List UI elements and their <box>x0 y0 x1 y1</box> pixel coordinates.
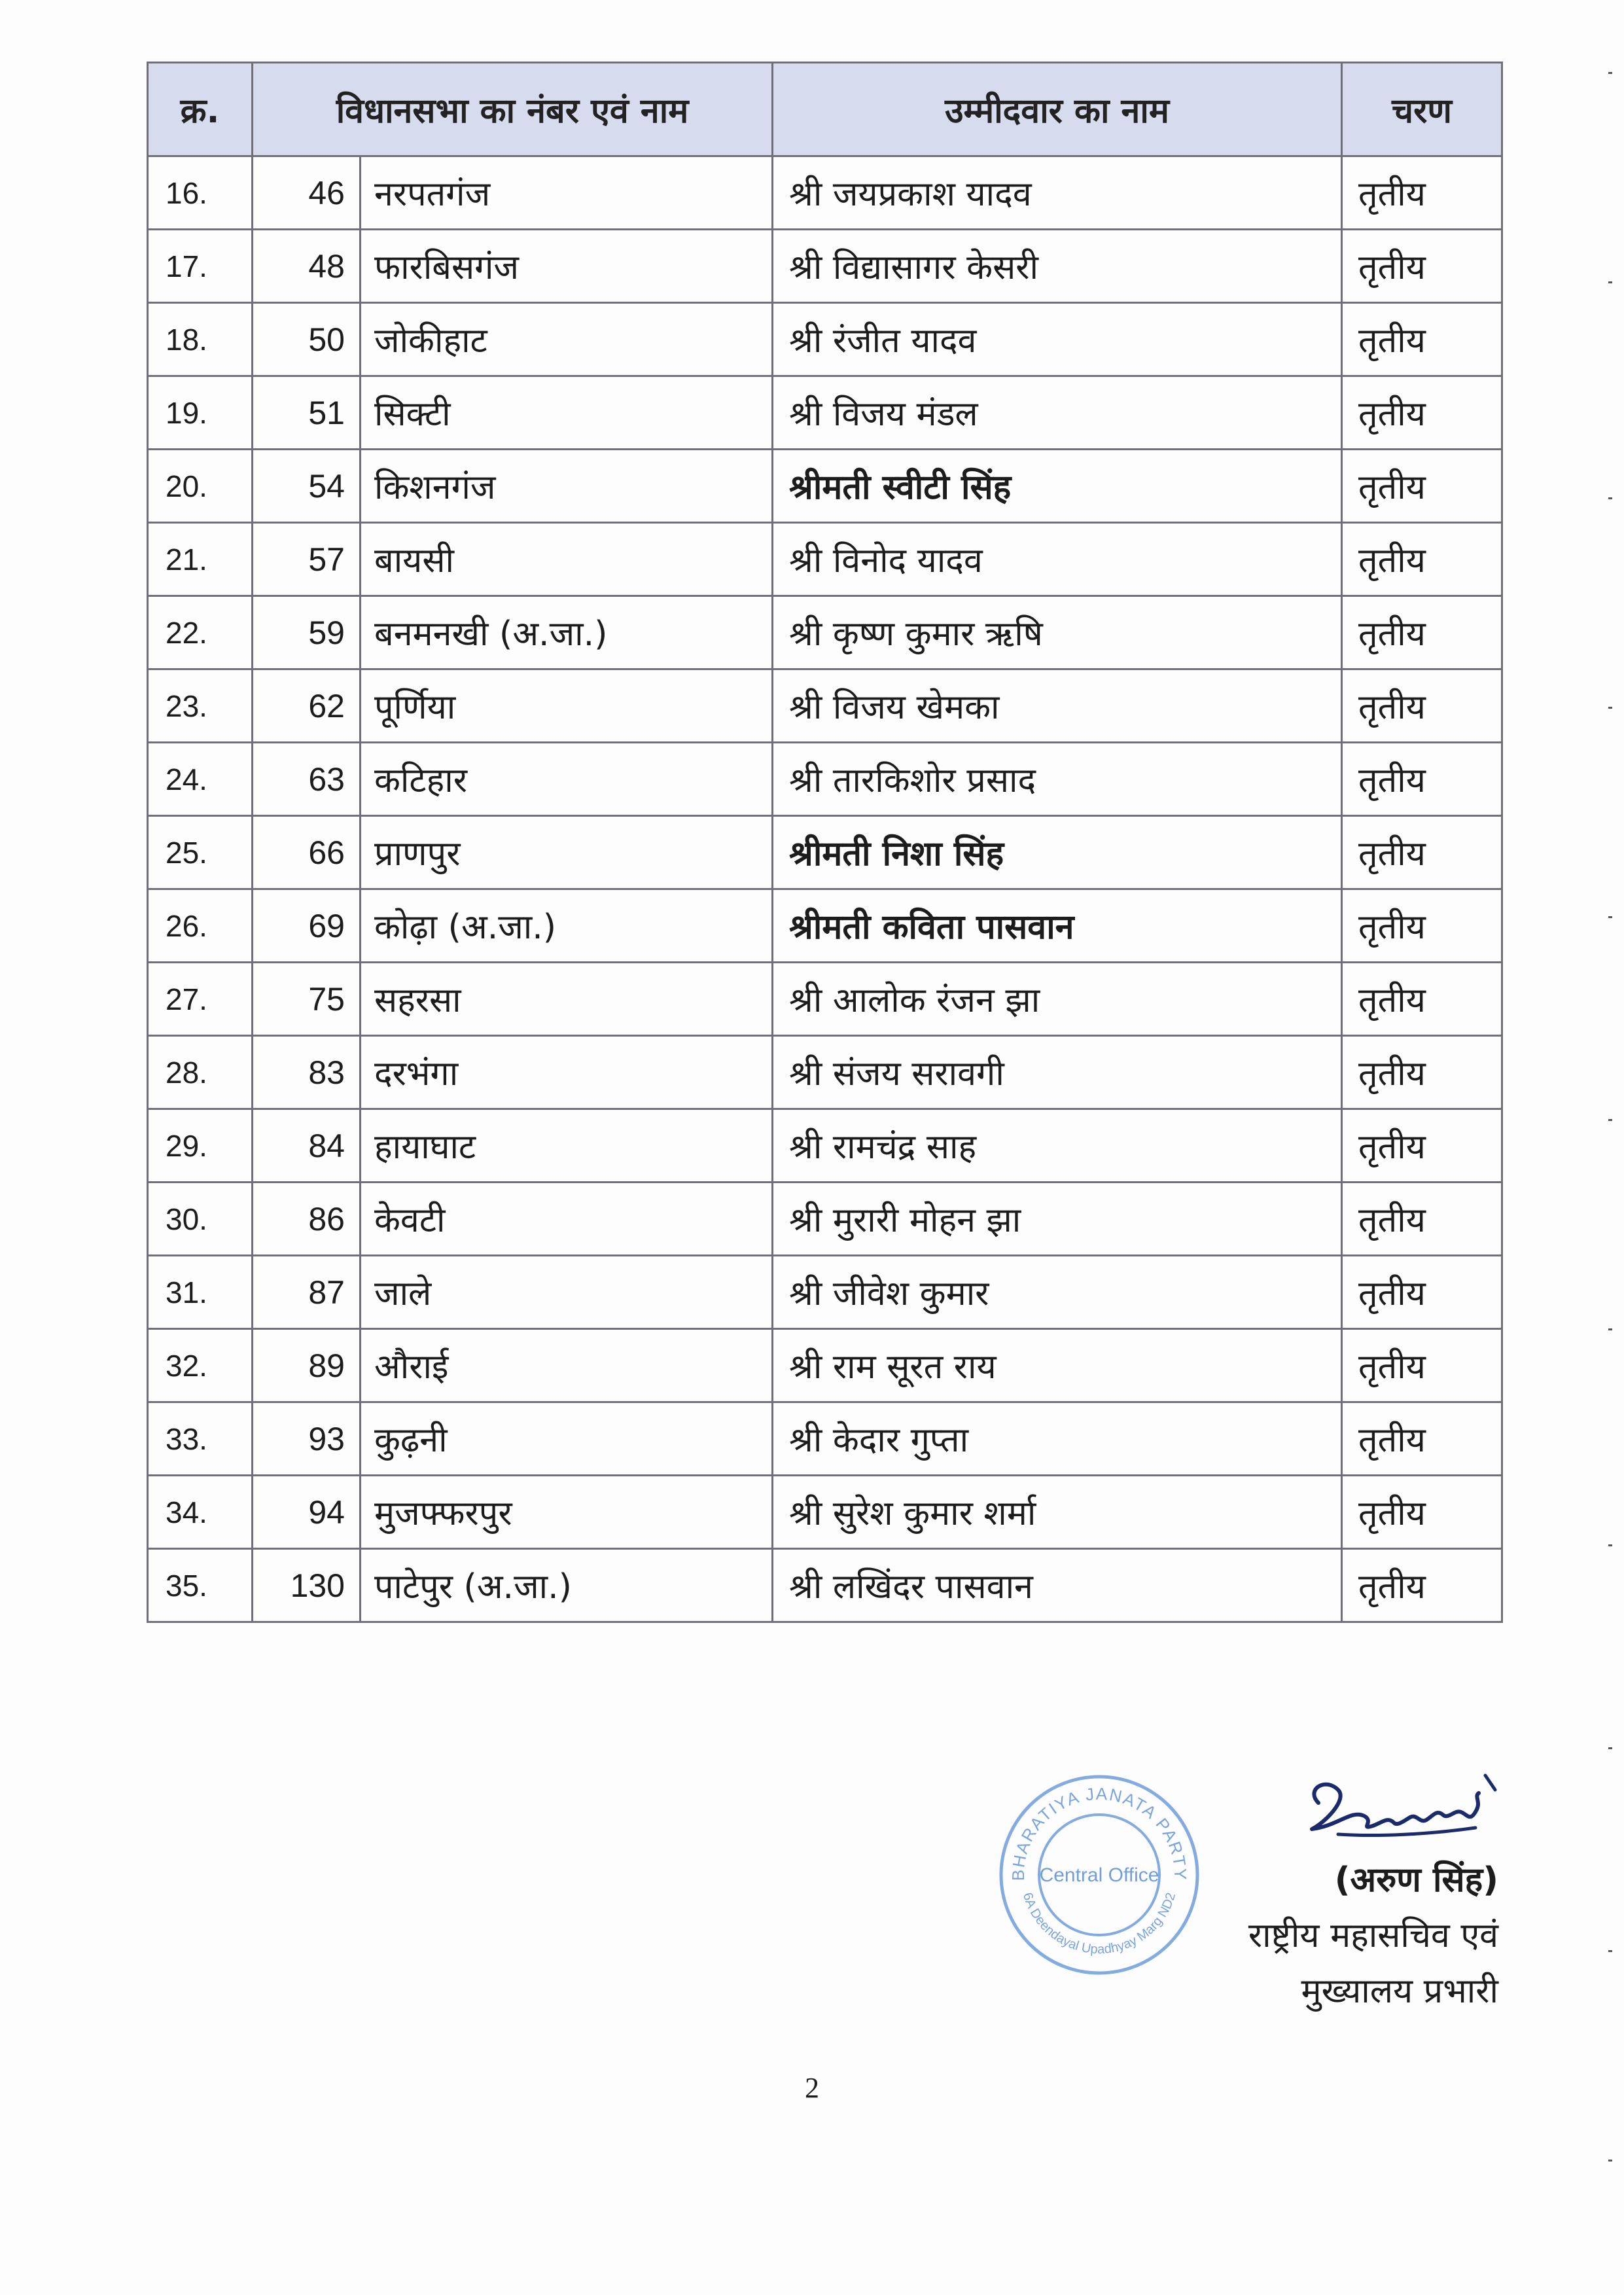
table-row <box>148 743 1502 816</box>
margin-mark <box>1608 916 1612 918</box>
phase: तृतीय <box>1342 1329 1502 1402</box>
constituency-number: 62 <box>253 669 361 743</box>
header-constituency: विधानसभा का नंबर एवं नाम <box>253 63 773 156</box>
table-row <box>148 816 1502 889</box>
table-header <box>148 63 1502 156</box>
constituency-name: बनमनखी (अ.जा.) <box>361 596 773 669</box>
constituency-name: प्राणपुर <box>361 816 773 889</box>
constituency-name: कुढ़नी <box>361 1402 773 1476</box>
margin-mark <box>1608 1747 1612 1749</box>
signature <box>1299 1764 1515 1855</box>
candidate-name: श्री मुरारी मोहन झा <box>773 1183 1342 1256</box>
margin-mark <box>1608 1544 1612 1546</box>
candidate-name: श्री सुरेश कुमार शर्मा <box>773 1476 1342 1549</box>
constituency-number: 130 <box>253 1549 361 1622</box>
constituency-name: पाटेपुर (अ.जा.) <box>361 1549 773 1622</box>
row-serial: 17. <box>148 230 253 303</box>
phase: तृतीय <box>1342 450 1502 523</box>
row-serial: 19. <box>148 376 253 450</box>
candidate-name: श्री रामचंद्र साह <box>773 1109 1342 1183</box>
phase: तृतीय <box>1342 303 1502 376</box>
party-stamp <box>995 1770 1204 1980</box>
table-row <box>148 450 1502 523</box>
header-phase: चरण <box>1342 63 1502 156</box>
constituency-name: कोढ़ा (अ.जा.) <box>361 889 773 963</box>
row-serial: 29. <box>148 1109 253 1183</box>
phase: तृतीय <box>1342 1549 1502 1622</box>
table-row <box>148 1036 1502 1109</box>
candidate-name: श्री विजय खेमका <box>773 669 1342 743</box>
table-row <box>148 1549 1502 1622</box>
margin-mark <box>1608 2160 1612 2162</box>
phase: तृतीय <box>1342 743 1502 816</box>
constituency-number: 83 <box>253 1036 361 1109</box>
candidate-name: श्री राम सूरत राय <box>773 1329 1342 1402</box>
constituency-name: फारबिसगंज <box>361 230 773 303</box>
row-serial: 20. <box>148 450 253 523</box>
row-serial: 34. <box>148 1476 253 1549</box>
constituency-name: बायसी <box>361 523 773 596</box>
constituency-number: 51 <box>253 376 361 450</box>
table-row <box>148 1329 1502 1402</box>
constituency-number: 87 <box>253 1256 361 1329</box>
row-serial: 28. <box>148 1036 253 1109</box>
table-row <box>148 669 1502 743</box>
row-serial: 18. <box>148 303 253 376</box>
header-serial: क्र. <box>148 63 253 156</box>
constituency-number: 86 <box>253 1183 361 1256</box>
row-serial: 32. <box>148 1329 253 1402</box>
constituency-number: 54 <box>253 450 361 523</box>
table-row <box>148 1476 1502 1549</box>
candidate-name: श्री जीवेश कुमार <box>773 1256 1342 1329</box>
constituency-name: जाले <box>361 1256 773 1329</box>
candidate-name: श्री संजय सरावगी <box>773 1036 1342 1109</box>
row-serial: 35. <box>148 1549 253 1622</box>
phase: तृतीय <box>1342 889 1502 963</box>
candidate-name: श्री विद्यासागर केसरी <box>773 230 1342 303</box>
constituency-name: केवटी <box>361 1183 773 1256</box>
row-serial: 22. <box>148 596 253 669</box>
table-row <box>148 889 1502 963</box>
table-row <box>148 596 1502 669</box>
table-row <box>148 1109 1502 1183</box>
header-candidate: उम्मीदवार का नाम <box>773 63 1342 156</box>
constituency-number: 89 <box>253 1329 361 1402</box>
signatory-title-line2: मुख्यालय प्रभारी <box>1301 1972 1498 2011</box>
constituency-name: सिक्टी <box>361 376 773 450</box>
margin-mark <box>1608 72 1612 74</box>
row-serial: 26. <box>148 889 253 963</box>
candidate-name: श्री कृष्ण कुमार ऋषि <box>773 596 1342 669</box>
constituency-number: 66 <box>253 816 361 889</box>
phase: तृतीय <box>1342 669 1502 743</box>
table-body <box>148 156 1502 1622</box>
candidate-name: श्री रंजीत यादव <box>773 303 1342 376</box>
constituency-name: मुजफ्फरपुर <box>361 1476 773 1549</box>
candidate-name: श्रीमती कविता पासवान <box>773 889 1342 963</box>
constituency-number: 94 <box>253 1476 361 1549</box>
row-serial: 24. <box>148 743 253 816</box>
table-row <box>148 156 1502 230</box>
table-row <box>148 303 1502 376</box>
table-row <box>148 1183 1502 1256</box>
candidate-name: श्रीमती निशा सिंह <box>773 816 1342 889</box>
margin-mark <box>1608 1328 1612 1330</box>
margin-mark <box>1608 497 1612 499</box>
phase: तृतीय <box>1342 816 1502 889</box>
table-row <box>148 376 1502 450</box>
constituency-name: नरपतगंज <box>361 156 773 230</box>
constituency-number: 75 <box>253 963 361 1036</box>
stamp-bottom-text: 6A Deendayal Upadhyay Marg ND2 <box>1019 1891 1179 1957</box>
constituency-name: किशनगंज <box>361 450 773 523</box>
constituency-name: हायाघाट <box>361 1109 773 1183</box>
phase: तृतीय <box>1342 1036 1502 1109</box>
candidate-name: श्री तारकिशोर प्रसाद <box>773 743 1342 816</box>
constituency-number: 84 <box>253 1109 361 1183</box>
margin-mark <box>1608 707 1612 709</box>
row-serial: 33. <box>148 1402 253 1476</box>
phase: तृतीय <box>1342 963 1502 1036</box>
constituency-number: 57 <box>253 523 361 596</box>
phase: तृतीय <box>1342 1402 1502 1476</box>
table-row <box>148 1402 1502 1476</box>
candidate-name: श्रीमती स्वीटी सिंह <box>773 450 1342 523</box>
row-serial: 21. <box>148 523 253 596</box>
phase: तृतीय <box>1342 1183 1502 1256</box>
phase: तृतीय <box>1342 596 1502 669</box>
constituency-name: सहरसा <box>361 963 773 1036</box>
phase: तृतीय <box>1342 1476 1502 1549</box>
constituency-number: 48 <box>253 230 361 303</box>
candidate-name: श्री आलोक रंजन झा <box>773 963 1342 1036</box>
row-serial: 23. <box>148 669 253 743</box>
page-number: 2 <box>805 2072 819 2104</box>
constituency-name: कटिहार <box>361 743 773 816</box>
constituency-number: 69 <box>253 889 361 963</box>
signatory-name: (अरुण सिंह) <box>1334 1860 1498 1900</box>
margin-mark <box>1608 281 1612 283</box>
constituency-number: 63 <box>253 743 361 816</box>
constituency-number: 59 <box>253 596 361 669</box>
candidate-name: श्री केदार गुप्ता <box>773 1402 1342 1476</box>
constituency-number: 93 <box>253 1402 361 1476</box>
phase: तृतीय <box>1342 1256 1502 1329</box>
margin-mark <box>1608 1119 1612 1121</box>
constituency-name: पूर्णिया <box>361 669 773 743</box>
candidate-name: श्री विनोद यादव <box>773 523 1342 596</box>
candidate-name: श्री विजय मंडल <box>773 376 1342 450</box>
candidate-name: श्री जयप्रकाश यादव <box>773 156 1342 230</box>
margin-mark <box>1608 1950 1612 1952</box>
row-serial: 31. <box>148 1256 253 1329</box>
phase: तृतीय <box>1342 523 1502 596</box>
table-row <box>148 963 1502 1036</box>
header-row <box>148 63 1502 156</box>
row-serial: 16. <box>148 156 253 230</box>
table-row <box>148 230 1502 303</box>
stamp-outer-text: BHARATIYA JANATA PARTY <box>1008 1783 1191 1881</box>
phase: तृतीय <box>1342 156 1502 230</box>
constituency-name: जोकीहाट <box>361 303 773 376</box>
table-row <box>148 1256 1502 1329</box>
phase: तृतीय <box>1342 1109 1502 1183</box>
row-serial: 30. <box>148 1183 253 1256</box>
constituency-name: दरभंगा <box>361 1036 773 1109</box>
table-row <box>148 523 1502 596</box>
candidate-table <box>147 62 1503 1623</box>
constituency-name: औराई <box>361 1329 773 1402</box>
constituency-number: 46 <box>253 156 361 230</box>
row-serial: 27. <box>148 963 253 1036</box>
row-serial: 25. <box>148 816 253 889</box>
stamp-center-text: Central Office <box>1039 1864 1159 1886</box>
phase: तृतीय <box>1342 230 1502 303</box>
signatory-title-line1: राष्ट्रीय महासचिव एवं <box>1248 1916 1498 1955</box>
constituency-number: 50 <box>253 303 361 376</box>
candidate-name: श्री लखिंदर पासवान <box>773 1549 1342 1622</box>
phase: तृतीय <box>1342 376 1502 450</box>
